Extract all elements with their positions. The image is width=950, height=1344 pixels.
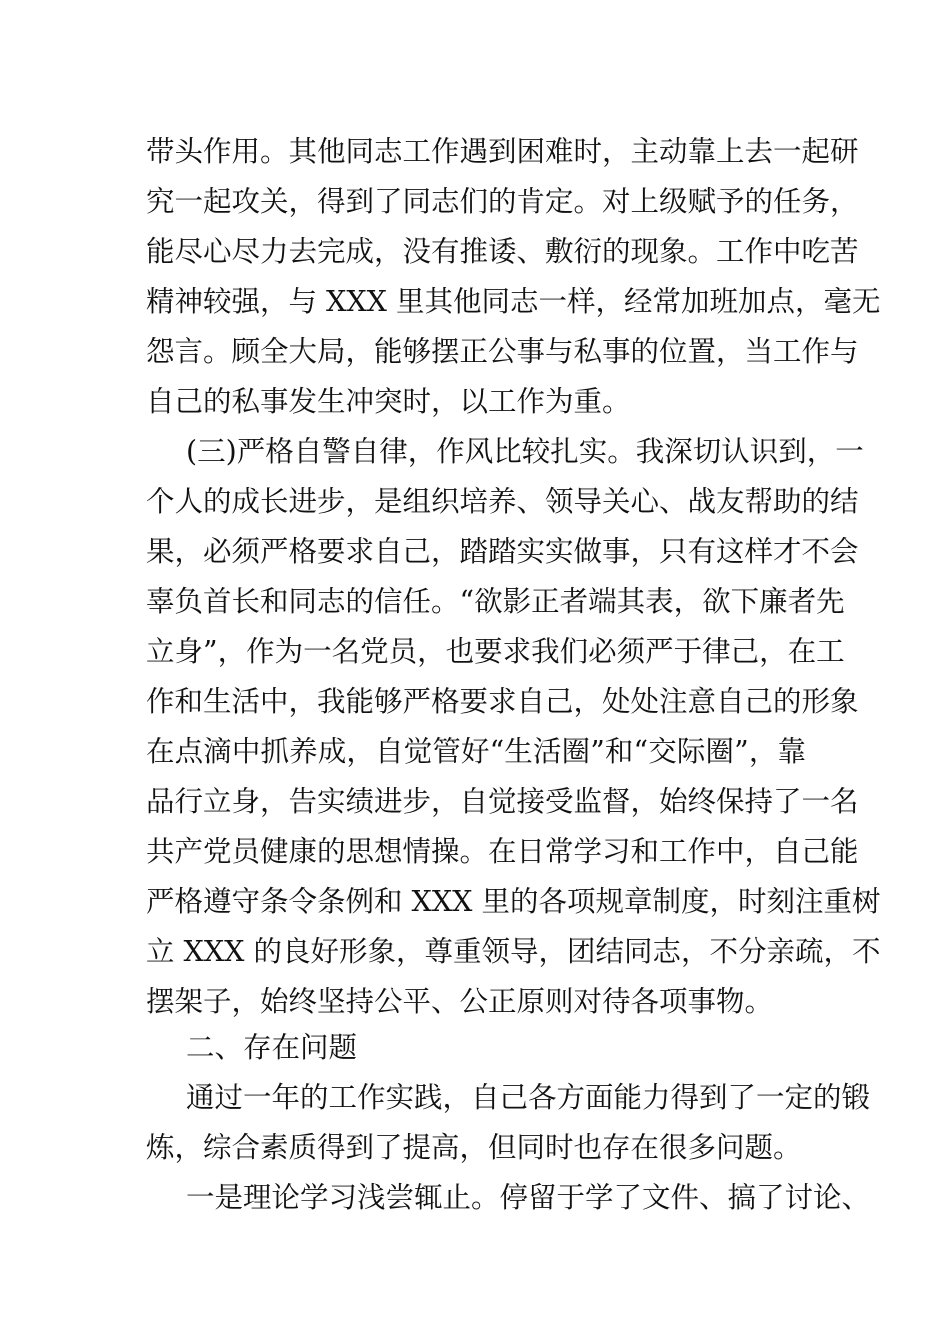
text-line: 能尽心尽力去完成，没有推诿、敷衍的现象。工作中吃苦 [146, 235, 859, 268]
text-line: 严格遵守条令条例和 XXX 里的各项规章制度，时刻注重树 [146, 885, 881, 918]
text-line: 摆架子，始终坚持公平、公正原则对待各项事物。 [146, 985, 774, 1018]
text-line: 共产党员健康的思想情操。在日常学习和工作中，自己能 [146, 835, 859, 868]
text-line: 立身”，作为一名党员，也要求我们必须严于律己，在工 [146, 635, 845, 668]
text-line: 精神较强，与 XXX 里其他同志一样，经常加班加点，毫无 [146, 285, 881, 318]
text-line: 带头作用。其他同志工作遇到困难时，主动靠上去一起研 [146, 135, 859, 168]
section-title: 二、存在问题 [186, 1031, 358, 1064]
section-heading-line: (三)严格自警自律，作风比较扎实。我深切认识到，一 [186, 435, 864, 468]
text-line: 炼，综合素质得到了提高，但同时也存在很多问题。 [146, 1131, 802, 1164]
text-line: 个人的成长进步，是组织培养、领导关心、战友帮助的结 [146, 485, 859, 518]
text-line: 通过一年的工作实践，自己各方面能力得到了一定的锻 [186, 1081, 871, 1114]
text-line: 辜负首长和同志的信任。“欲影正者端其表，欲下廉者先 [146, 585, 845, 618]
text-line: 立 XXX 的良好形象，尊重领导，团结同志，不分亲疏，不 [146, 935, 881, 968]
text-line: 自己的私事发生冲突时，以工作为重。 [146, 385, 631, 418]
text-line: 果，必须严格要求自己，踏踏实实做事，只有这样才不会 [146, 535, 859, 568]
text-line: 作和生活中，我能够严格要求自己，处处注意自己的形象 [146, 685, 859, 718]
text-line: 品行立身，告实绩进步，自觉接受监督，始终保持了一名 [146, 785, 859, 818]
text-line: 怨言。顾全大局，能够摆正公事与私事的位置，当工作与 [146, 335, 859, 368]
text-line: 在点滴中抓养成，自觉管好“生活圈”和“交际圈”，靠 [146, 735, 806, 768]
text-line: 究一起攻关，得到了同志们的肯定。对上级赋予的任务， [146, 185, 859, 218]
text-line: 一是理论学习浅尝辄止。停留于学了文件、搞了讨论、 [186, 1181, 871, 1214]
